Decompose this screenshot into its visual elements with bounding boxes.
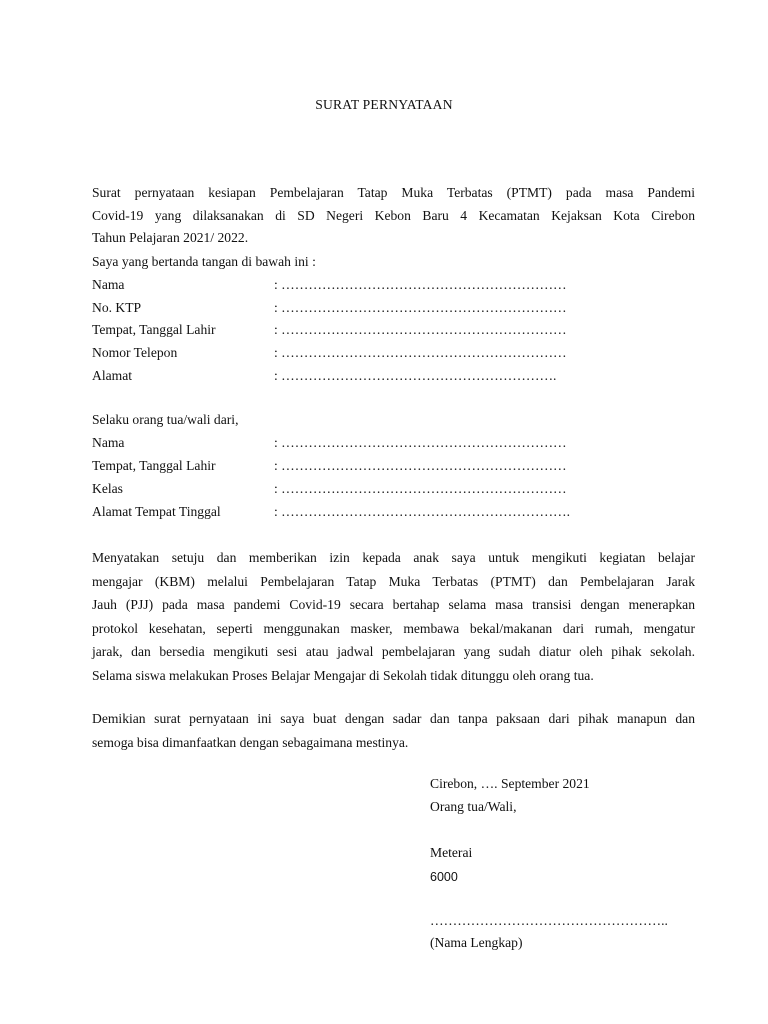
field-blank: : ……………………………………………………… (274, 345, 567, 360)
stamp-value-text: 6000 (430, 870, 458, 884)
field-blank: : ……………………………………………………… (274, 481, 567, 496)
field-label: Alamat Tempat Tinggal (92, 504, 221, 519)
intro-paragraph (92, 182, 695, 250)
intro-line: Covid-19 yang dilaksanakan di SD Negeri Kebon Baru 4 Kecamatan Kejaksan Kota Cirebon (92, 207, 695, 223)
field-blank: : ……………………………………………………… (274, 277, 567, 292)
closing-paragraph (92, 707, 695, 754)
name-caption: (Nama Lengkap) (430, 935, 523, 950)
child-field-address (92, 504, 695, 524)
statement-line: protokol kesehatan, seperti menggunakan masker, membawa bekal/makanan dari rumah, mengatur (92, 620, 695, 636)
child-field-birth (92, 458, 695, 478)
stamp-value (430, 869, 458, 885)
field-label: Nama (92, 277, 125, 292)
field-blank: : ……………………………………………………. (274, 368, 557, 383)
field-blank: : ……………………………………………………… (274, 322, 567, 337)
document-title: SURAT PERNYATAAN (315, 97, 453, 112)
field-label: No. KTP (92, 300, 142, 315)
signer-field-phone (92, 345, 695, 365)
signer-field-address (92, 368, 695, 388)
statement-line: mengajar (KBM) melalui Pembelajaran Tatap Muka Terbatas (PTMT) dan Pembelajaran Jarak (92, 573, 695, 589)
field-blank: : ……………………………………………………… (274, 300, 567, 315)
statement-line: Jauh (PJJ) pada masa pandemi Covid-19 secara bertahap selama masa transisi dengan menerapkan (92, 597, 695, 612)
statement-line: jarak, dan bersedia mengikuti sesi atau jadwal pembelajaran yang sudah diatur oleh pihak sekolah. (92, 644, 695, 659)
field-label: Tempat, Tanggal Lahir (92, 458, 216, 473)
signer-field-ktp (92, 300, 695, 320)
field-blank: : ………………………………………………………. (274, 504, 571, 519)
signer-role: Orang tua/Wali, (430, 799, 517, 814)
field-blank: : ……………………………………………………… (274, 458, 567, 473)
child-field-class (92, 481, 695, 501)
guardian-heading: Selaku orang tua/wali dari, (92, 412, 239, 427)
statement-line: Menyatakan setuju dan memberikan izin kepada anak saya untuk mengikuti kegiatan belajar (92, 550, 695, 565)
intro-line: Tahun Pelajaran 2021/ 2022. (92, 230, 249, 245)
field-blank: : ……………………………………………………… (274, 435, 567, 450)
closing-line: Demikian surat pernyataan ini saya buat dengan sadar dan tanpa paksaan dari pihak manapun dan (92, 711, 695, 726)
signature-line: …………………………………………….. (430, 913, 668, 928)
field-label: Tempat, Tanggal Lahir (92, 322, 216, 337)
stamp-label: Meterai (430, 845, 473, 860)
field-label: Kelas (92, 481, 123, 496)
statement-paragraph (92, 546, 695, 687)
field-label: Nama (92, 435, 125, 450)
signer-field-birth (92, 322, 695, 342)
statement-line: Selama siswa melakukan Proses Belajar Mengajar di Sekolah tidak ditunggu oleh orang tua. (92, 667, 594, 683)
field-label: Nomor Telepon (92, 345, 178, 360)
place-date: Cirebon, …. September 2021 (430, 776, 590, 791)
signer-heading: Saya yang bertanda tangan di bawah ini : (92, 254, 316, 269)
field-label: Alamat (92, 368, 133, 383)
child-field-name (92, 435, 695, 455)
closing-line: semoga bisa dimanfaatkan dengan sebagaimana mestinya. (92, 734, 409, 750)
signer-field-name (92, 277, 695, 297)
intro-line: Surat pernyataan kesiapan Pembelajaran Tatap Muka Terbatas (PTMT) pada masa Pandemi (92, 185, 695, 200)
